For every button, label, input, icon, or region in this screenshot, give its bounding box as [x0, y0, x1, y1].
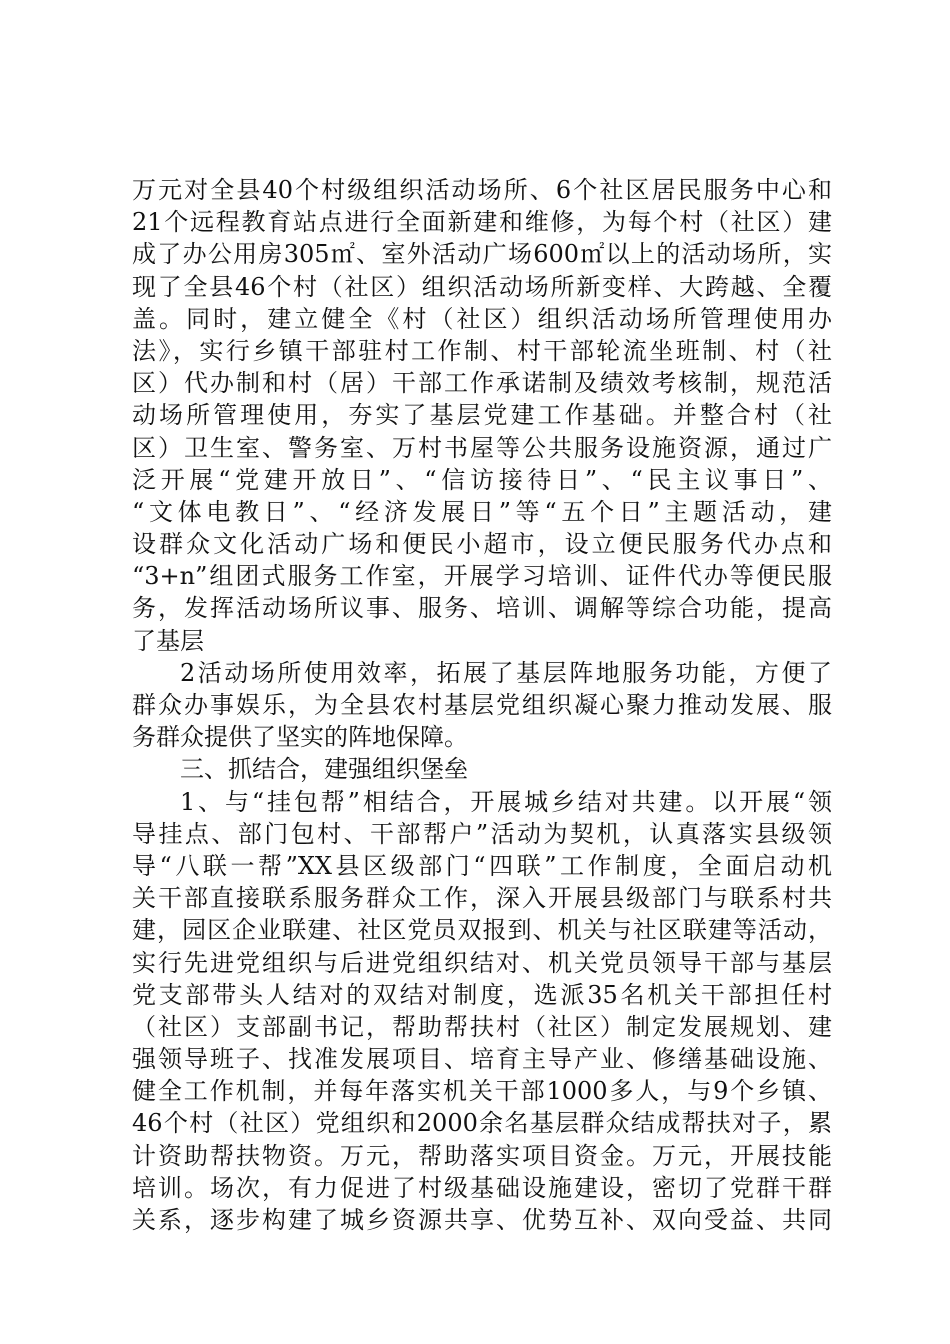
text-line: 区）代办制和村（居）干部工作承诺制及绩效考核制，规范活	[132, 369, 832, 398]
text-line: 泛开展“党建开放日”、“信访接待日”、“民主议事日”、	[132, 465, 832, 494]
text-line: 法》，实行乡镇干部驻村工作制、村干部轮流坐班制、村（社	[132, 336, 832, 365]
text-line: 务，发挥活动场所议事、服务、培训、调解等综合功能，提高	[132, 594, 832, 623]
text-line: “文体电教日”、“经济发展日”等“五个日”主题活动，建	[132, 497, 832, 526]
text-line: 设群众文化活动广场和便民小超市，设立便民服务代办点和	[132, 530, 832, 559]
text-line: 21个远程教育站点进行全面新建和维修，为每个村（社区）建	[132, 208, 832, 237]
text-line: 关系，逐步构建了城乡资源共享、优势互补、双向受益、共同	[132, 1206, 832, 1234]
text-line: 群众办事娱乐，为全县农村基层党组织凝心聚力推动发展、服	[132, 691, 832, 719]
text-line: 务群众提供了坚实的阵地保障。	[132, 723, 468, 752]
text-line: 党支部带头人结对的双结对制度，选派35名机关干部担任村	[132, 980, 832, 1009]
text-line: 导挂点、部门包村、干部帮户”活动为契机，认真落实县级领	[132, 819, 832, 848]
text-line: 建，园区企业联建、社区党员双报到、机关与社区联建等活动，	[132, 916, 832, 945]
text-line: 实行先进党组织与后进党组织结对、机关党员领导干部与基层	[132, 948, 832, 977]
text-line: 现了全县46个村（社区）组织活动场所新变样、大跨越、全覆	[132, 272, 832, 301]
text-line: 健全工作机制，并每年落实机关干部1000多人，与9个乡镇、	[132, 1077, 832, 1106]
text-line: 46个村（社区）党组织和2000余名基层群众结成帮扶对子，累	[132, 1109, 832, 1138]
text-line: 培训。场次，有力促进了村级基础设施建设，密切了党群干群	[132, 1173, 832, 1202]
text-line: 动场所管理使用，夯实了基层党建工作基础。并整合村（社	[132, 401, 832, 430]
text-line: 强领导班子、找准发展项目、培育主导产业、修缮基础设施、	[132, 1045, 832, 1074]
text-line: 盖。同时，建立健全《村（社区）组织活动场所管理使用办	[132, 304, 832, 333]
text-line: “3+n”组团式服务工作室，开展学习培训、证件代办等便民服	[132, 562, 832, 591]
text-line: 导“八联一帮”XX县区级部门“四联”工作制度，全面启动机	[132, 851, 832, 880]
paragraph-start-line: 1、与“挂包帮”相结合，开展城乡结对共建。以开展“领	[180, 787, 832, 816]
text-line: 关干部直接联系服务群众工作，深入开展县级部门与联系村共	[132, 884, 832, 913]
paragraph-start-line: 2活动场所使用效率，拓展了基层阵地服务功能，方便了	[180, 658, 832, 687]
text-line: 成了办公用房305㎡、室外活动广场600㎡以上的活动场所，实	[132, 240, 832, 269]
document-page	[132, 174, 832, 1236]
text-line: 了基层	[132, 626, 204, 655]
text-line: 区）卫生室、警务室、万村书屋等公共服务设施资源，通过广	[132, 433, 832, 462]
text-line: 计资助帮扶物资。万元，帮助落实项目资金。万元，开展技能	[132, 1141, 832, 1170]
text-line: （社区）支部副书记，帮助帮扶村（社区）制定发展规划、建	[132, 1012, 832, 1041]
section-heading: 三、抓结合，建强组织堡垒	[180, 755, 468, 784]
text-line: 万元对全县40个村级组织活动场所、6个社区居民服务中心和	[132, 176, 832, 204]
